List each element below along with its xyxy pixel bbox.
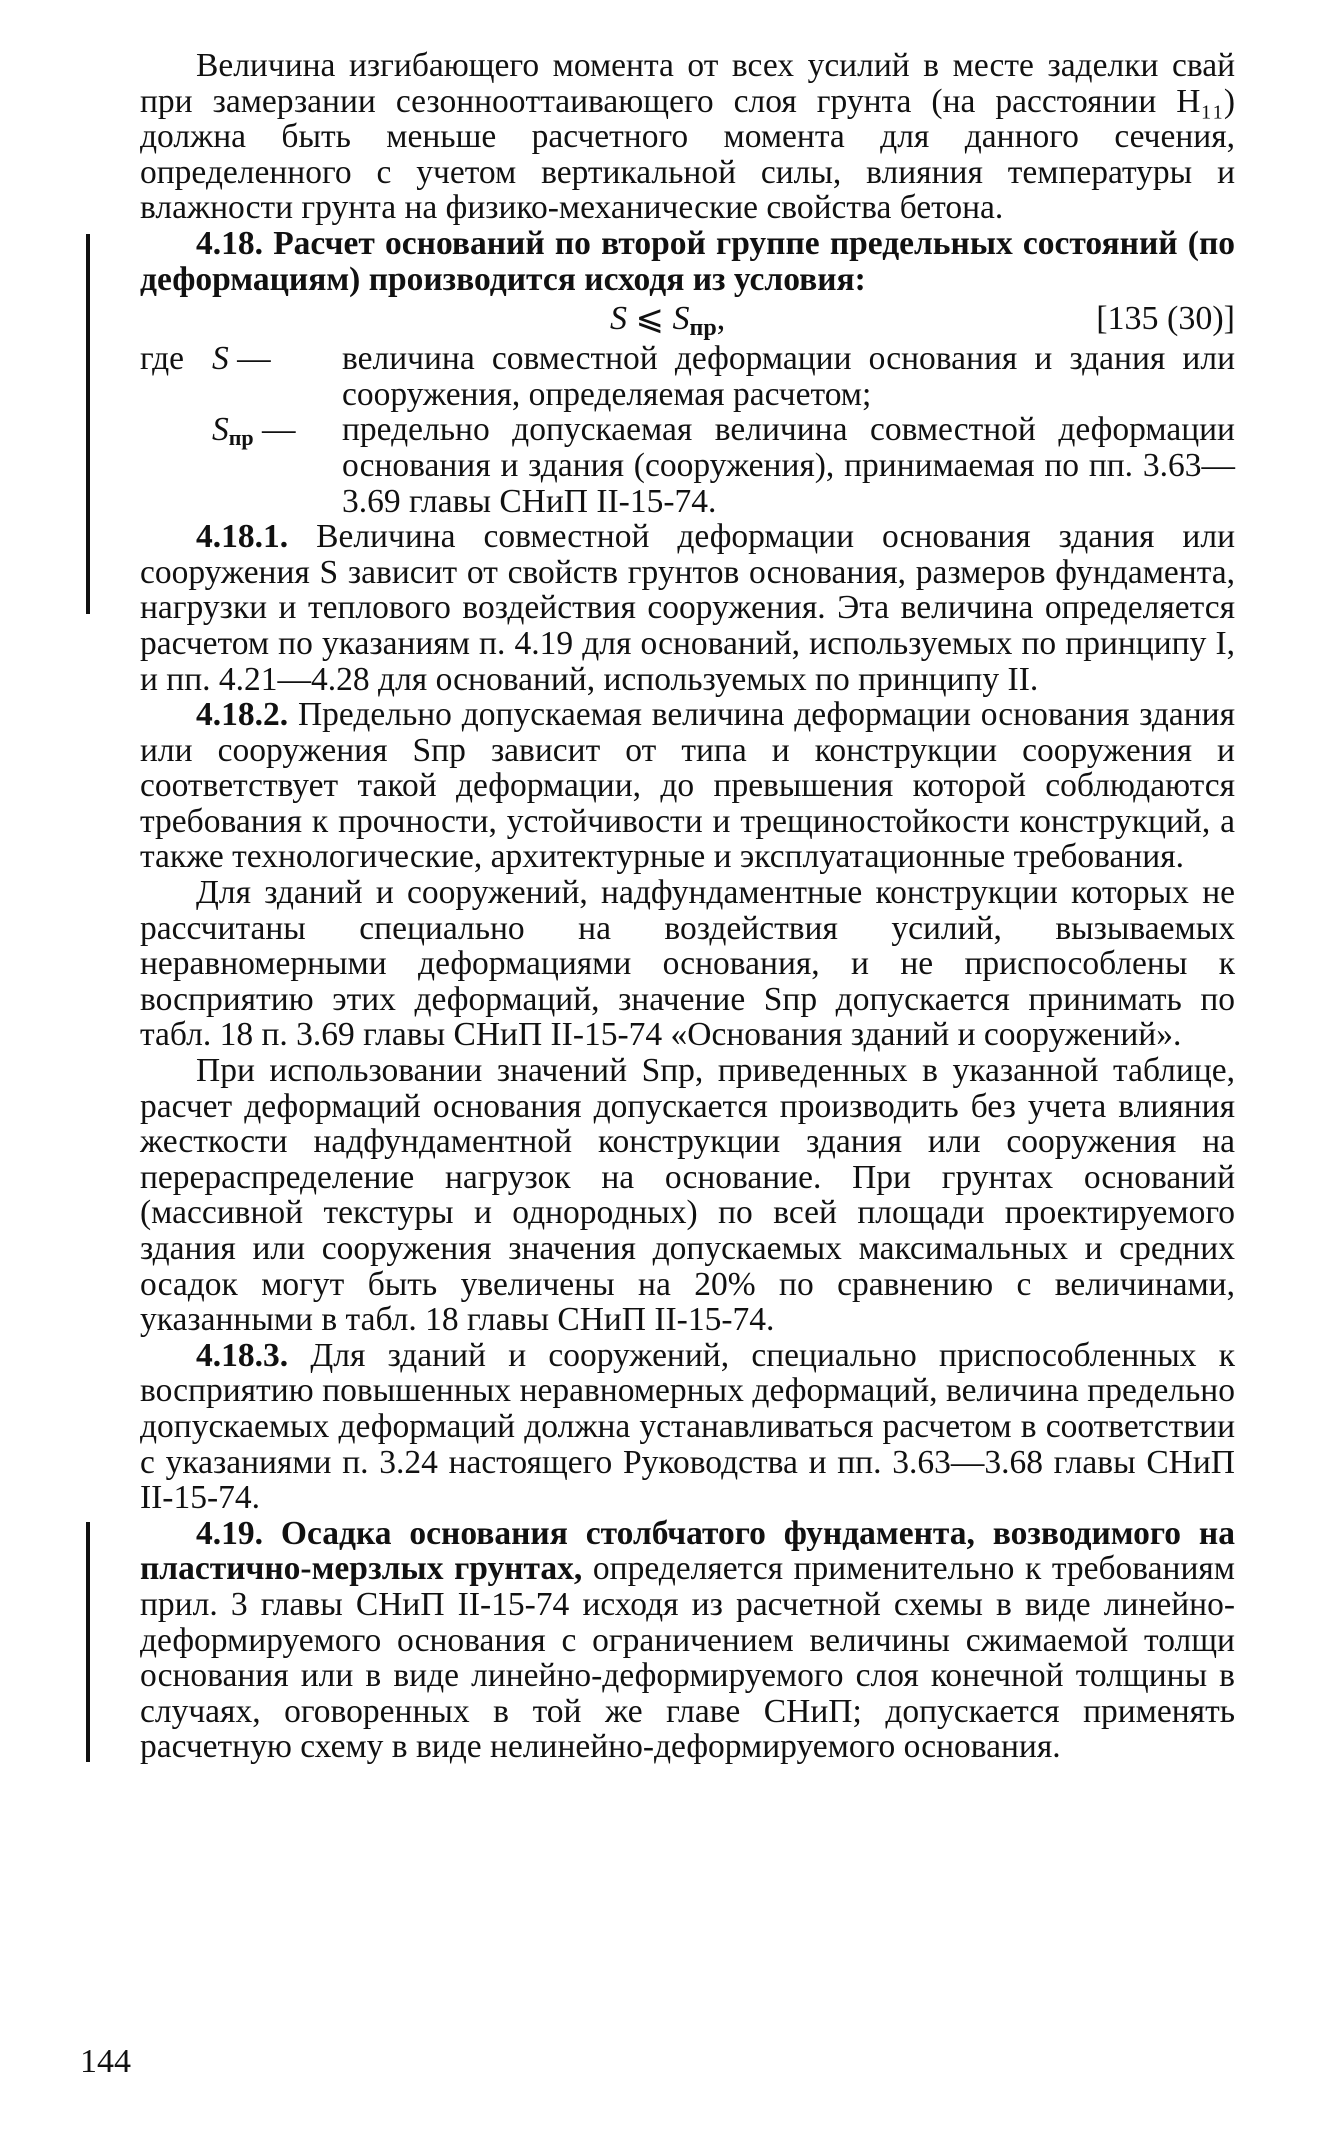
section-4-18-1: 4.18.1. Величина совместной деформации основания здания или сооружения S зависит от свойств грунтов основания, размеров фундамента, нагрузки и теплового воздействия сооружения. Эта величина определяется расчетом по указаниям п. 4.19 для оснований, используемых по принципу I, и пп. 4.21—4.28 для оснований, используемых по принципу II. [140, 518, 1235, 698]
where-label: где [140, 340, 184, 378]
formula: S ⩽ $S_{пр}$, [610, 300, 726, 342]
document-page [140, 48, 1235, 1765]
section-4-18-3: 4.18.3. Для зданий и сооружений, специально приспособленных к восприятию повышенных неравномерных деформаций, величина предельно допускаемых деформаций должна устанавливаться расчетом в соответствии с указаниями п. 3.24 настоящего Руководства и пп. 3.63—3.68 главы СНиП II-15-74. [140, 1336, 1235, 1517]
section-4-18-2: 4.18.2. Предельно допускаемая величина деформации основания здания или сооружения Sпр зависит от типа и конструкции сооружения и соответствует такой деформации, до превышения которой соблюдаются требования к прочности, устойчивости и трещиностойкости конструкций, а также технологические, архитектурные и эксплуатационные требования. [140, 696, 1235, 876]
section-4-19: 4.19. Осадка основания столбчатого фундамента, возводимого на пластично-мерзлых грунтах, определяется применительно к требованиям прил. 3 главы СНиП II-15-74 исходя из расчетной схемы в виде линейно-деформируемого основания с ограничением величины сжимаемой толщи основания или в виде линейно-деформируемого слоя конечной толщины в случаях, оговоренных в той же главе СНиП; допускается применять расчетную схему в виде нелинейно-деформируемого основания. [140, 1514, 1236, 1766]
change-bar [86, 1522, 90, 1762]
definition-s-pr [140, 412, 1235, 519]
definition-term: S — [212, 340, 271, 378]
section-4-18-block [140, 226, 1235, 519]
definition-term: $S_{пр}$ — [212, 411, 296, 451]
formula-row [140, 297, 1235, 341]
change-bar [86, 234, 90, 614]
page-number: 144 [80, 2043, 131, 2080]
paragraph-buildings: Для зданий и сооружений, надфундаментные конструкции которых не рассчитаны специально на воздействия усилий, вызываемых неравномерными деформациями основания, и не приспособлены к восприятию этих деформаций, значение Sпр допускается принимать по табл. 18 п. 3.69 главы СНиП II-15-74 «Основания зданий и сооружений». [140, 874, 1235, 1054]
section-4-19-block [140, 1516, 1235, 1765]
formula-number: [135 (30)] [1096, 300, 1235, 338]
paragraph-bending-moment: Величина изгибающего момента от всех усилий в месте заделки свай при замерзании сезонноoттаивающего слоя грунта (на расстоянии H₁₁) должна быть меньше расчетного момента для данного сечения, определенного с учетом вертикальной силы, влияния температуры и влажности грунта на физико-механические свойства бетона. [140, 47, 1235, 227]
definition-text: предельно допускаемая величина совместной деформации основания и здания (сооружения), принимаемая по пп. 3.63—3.69 главы СНиП II-15-74. [342, 411, 1235, 520]
paragraph-using-values: При использовании значений Sпр, приведенных в указанной таблице, расчет деформаций основания допускается производить без учета влияния жесткости надфундаментной конструкции здания или сооружения на перераспределение нагрузок на основание. При грунтах оснований (массивной текстуры и однородных) по всей площади проектируемого здания или сооружения значения допускаемых максимальных и средних осадок могут быть увеличены на 20% по сравнению с величинами, указанными в табл. 18 главы СНиП II-15-74. [140, 1052, 1235, 1339]
section-4-18-heading: 4.18. Расчет оснований по второй группе предельных состояний (по деформациям) производится исходя из условия: [140, 224, 1235, 298]
definition-s [140, 341, 1235, 412]
definition-text: величина совместной деформации основания и здания или сооружения, определяемая расчетом; [342, 340, 1235, 413]
